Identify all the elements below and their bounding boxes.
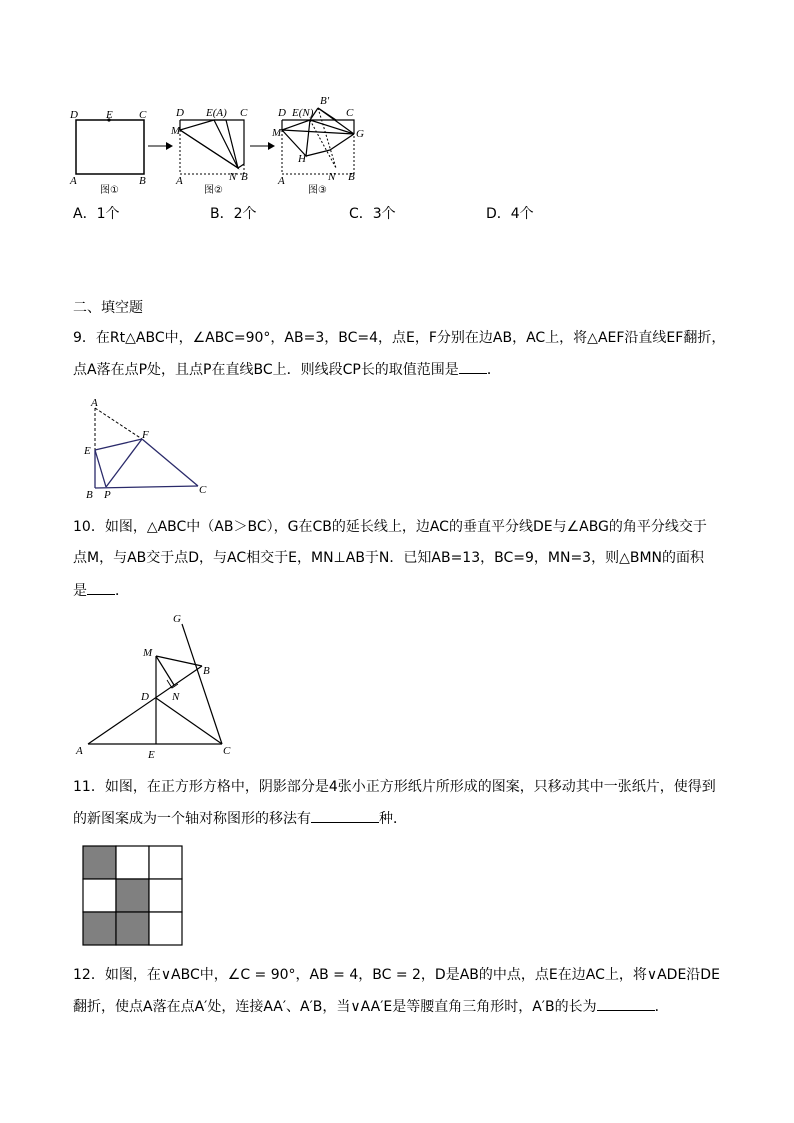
q9-figure <box>80 396 220 502</box>
q10-line-1: 10．如图，△ABC中（AB＞BC），G在CB的延长线上，边AC的垂直平分线DE与∠ABG的角平分线交于 <box>73 519 707 535</box>
fig1-label-b: B <box>139 175 146 187</box>
fig3-label-en: E(N) <box>292 107 314 119</box>
fig3-label-g: G <box>356 128 364 140</box>
grid-cell <box>149 846 182 879</box>
grid-cell <box>149 879 182 912</box>
q10-label-n: N <box>172 691 180 703</box>
section-title: 二、填空题 <box>73 300 143 316</box>
q11-line-1: 11．如图，在正方形方格中，阴影部分是4张小正方形纸片所形成的图案，只移动其中一张纸片，使得到 <box>73 779 716 795</box>
shaded-cell <box>116 879 149 912</box>
q9-label-p: P <box>104 489 111 501</box>
fig2-label-b: B <box>241 171 248 183</box>
q12-line-1: 12．如图，在∨ABC中，∠C = 90°，AB = 4，BC = 2，D是AB的中点，点E在边AC上，将∨ADE沿DE <box>73 967 720 983</box>
q11-text: 的新图案成为一个轴对称图形的移法有 <box>73 811 311 827</box>
q10-label-c: C <box>223 745 231 757</box>
q10-answer-blank[interactable] <box>87 580 115 595</box>
q10-line-3 <box>73 580 129 601</box>
fig2-label-d: D <box>176 107 184 119</box>
fig3-label-m: M <box>272 127 282 139</box>
q10-line-2: 点M，与AB交于点D，与AC相交于E，MN⊥AB于N．已知AB=13，BC=9，MN=3，则△BMN的面积 <box>73 550 705 566</box>
fig3-label-n: N <box>328 171 336 183</box>
q9-line-2 <box>73 359 501 380</box>
grid-cell <box>116 846 149 879</box>
q12-answer-blank[interactable] <box>597 996 655 1011</box>
fig3-label-d: D <box>278 107 286 119</box>
grid-cell <box>149 912 182 945</box>
q12-line-2 <box>73 996 669 1017</box>
shaded-cell <box>83 912 116 945</box>
fig3-caption: 图③ <box>308 185 327 196</box>
q9-label-e: E <box>84 445 91 457</box>
q9-line-1: 9．在Rt△ABC中，∠ABC=90°，AB=3，BC=4，点E，F分别在边AB，AC上，将△AEF沿直线EF翻折， <box>73 330 726 346</box>
fig2-label-ea: E(A) <box>206 107 227 119</box>
q8-option-c[interactable]: C．3个 <box>349 206 396 222</box>
q10-label-e: E <box>148 749 155 761</box>
q10-text: 是 <box>73 583 87 599</box>
q10-label-d: D <box>141 691 149 703</box>
q10-end: ． <box>115 583 129 599</box>
fig1-label-c: C <box>139 109 147 121</box>
fig3-label-a: A <box>278 175 285 187</box>
q10-label-g: G <box>173 613 181 625</box>
fig1-caption: 图① <box>100 185 119 196</box>
q8-figure-3 <box>270 96 370 204</box>
fig2-caption: 图② <box>204 185 223 196</box>
fig2-label-a: A <box>176 175 183 187</box>
q11-end: 种． <box>379 811 407 827</box>
q10-label-b: B <box>203 665 210 677</box>
q9-text: 点A落在点P处，且点P在直线BC上．则线段CP长的取值范围是 <box>73 362 459 378</box>
fig3-label-b: B <box>348 171 355 183</box>
q9-label-c: C <box>199 484 207 496</box>
q11-grid <box>82 845 184 947</box>
q9-answer-blank[interactable] <box>459 359 487 374</box>
q8-option-a[interactable]: A．1个 <box>73 206 120 222</box>
q8-figure-2 <box>168 104 258 204</box>
q9-label-b: B <box>86 489 93 501</box>
fig1-label-a: A <box>70 175 77 187</box>
fig2-label-m: M <box>171 125 181 137</box>
q12-text: 翻折，使点A落在点A′处，连接AA′、A′B，当∨AA′E是等腰直角三角形时，A′B的长为 <box>73 999 597 1015</box>
fig2-label-n: N <box>229 171 237 183</box>
fig3-label-bprime: B' <box>320 95 330 107</box>
q8-figure-1 <box>66 104 166 204</box>
fig3-label-c: C <box>346 107 354 119</box>
q11-answer-blank[interactable] <box>311 808 379 823</box>
shaded-cell <box>83 846 116 879</box>
q8-option-b[interactable]: B．2个 <box>210 206 257 222</box>
fig1-label-e: E <box>106 109 113 121</box>
q10-label-a: A <box>76 745 83 757</box>
shaded-cell <box>116 912 149 945</box>
fig2-label-c: C <box>240 107 248 119</box>
fig1-label-d: D <box>70 109 78 121</box>
q10-figure <box>70 608 250 768</box>
q8-option-d[interactable]: D．4个 <box>486 206 534 222</box>
q9-end: ． <box>486 362 501 378</box>
q10-label-m: M <box>143 647 153 659</box>
q12-end: ． <box>654 999 669 1015</box>
q9-label-a: A <box>91 397 98 409</box>
q11-line-2 <box>73 808 407 829</box>
fig3-label-h: H <box>298 153 306 165</box>
q9-label-f: F <box>142 429 149 441</box>
grid-cell <box>83 879 116 912</box>
